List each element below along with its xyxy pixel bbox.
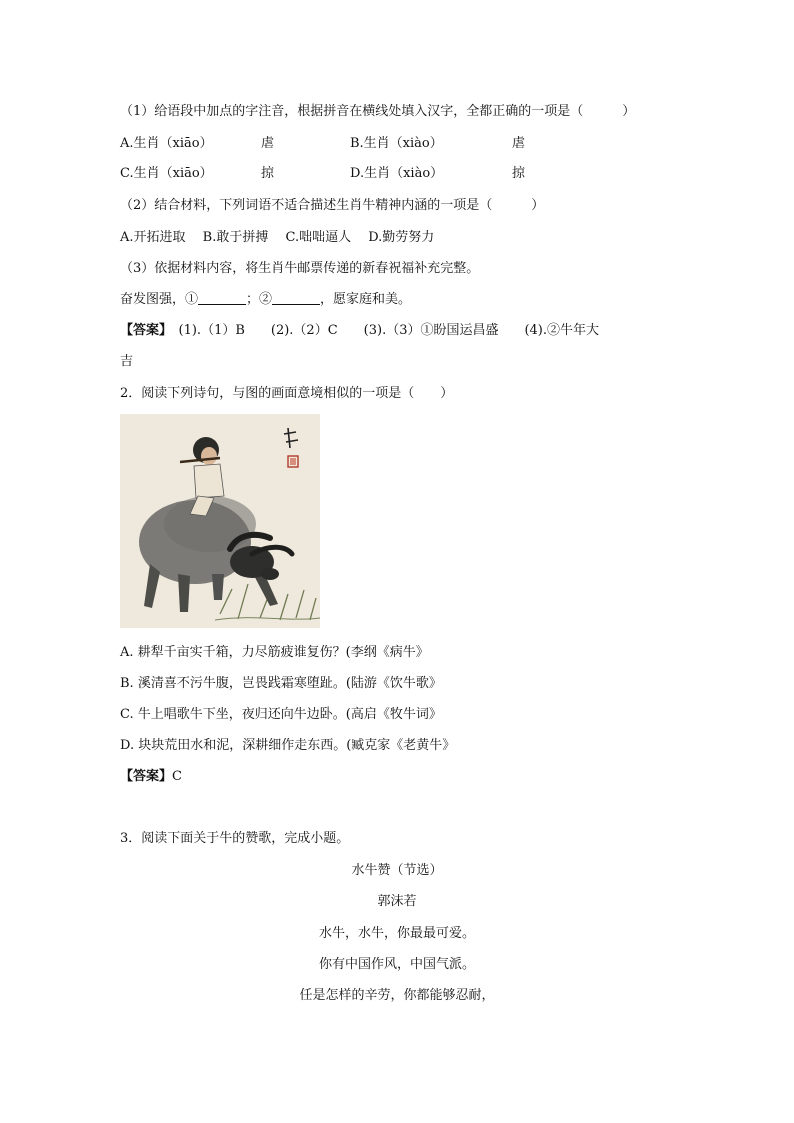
- q1-option-c-label: C.生肖（xiāo）: [120, 166, 213, 181]
- q2-option-c: C. 牛上唱歌牛下坐，夜归还向牛边卧。(高启《牧牛词》: [120, 707, 442, 722]
- q1-sub3: （3）依据材料内容，将生肖牛邮票传递的新春祝福补充完整。: [120, 261, 480, 276]
- poem-author: 郭沫若: [377, 894, 417, 909]
- q1-fill-line: [120, 290, 411, 310]
- poem-line: 任是怎样的辛劳，你都能够忍耐，: [299, 988, 495, 1003]
- q1-answer: [120, 321, 599, 341]
- q2-answer-text: C: [172, 769, 182, 784]
- answer-label: 【答案】: [120, 323, 166, 338]
- q1-option-a-char: 虐: [261, 136, 275, 151]
- q1-option-d-char: 掠: [512, 166, 526, 181]
- q1-sub2-options: A.开拓进取 B.敢于拼搏 C.咄咄逼人 D.勤劳努力: [120, 230, 435, 245]
- q2-stem: 2．阅读下列诗句，与图的画面意境相似的一项是（ ）: [120, 386, 454, 401]
- fill-prefix: 奋发图强，①: [120, 292, 199, 307]
- q1-option-b-label: B.生肖（xiào）: [350, 136, 443, 151]
- q2-option-b: B. 溪清喜不污牛腹，岂畏践霜寒堕趾。(陆游《饮牛歌》: [120, 676, 442, 691]
- q1-answer-cont: 吉: [120, 354, 134, 369]
- q3-stem: 3．阅读下面关于牛的赞歌，完成小题。: [120, 831, 350, 846]
- q2-option-a: A. 耕犁千亩实千箱，力尽筋疲谁复伤？(李纲《病牛》: [120, 645, 429, 660]
- fill-blank-1[interactable]: [198, 290, 246, 305]
- fill-mid: ；②: [246, 292, 273, 307]
- fill-suffix: ，愿家庭和美。: [320, 292, 412, 307]
- q1-sub2: （2）结合材料，下列词语不适合描述生肖牛精神内涵的一项是（ ）: [120, 198, 545, 213]
- boy-on-buffalo-painting: [120, 414, 320, 628]
- answer-text: (1).（1）B (2).（2）C (3).（3）①盼国运昌盛 (4).②牛年大: [165, 323, 600, 338]
- poem-line: 你有中国作风，中国气派。: [318, 957, 475, 972]
- poem-title: 水牛赞（节选）: [351, 863, 443, 878]
- fill-blank-2[interactable]: [272, 290, 320, 305]
- q1-option-d-label: D.生肖（xiào）: [350, 166, 444, 181]
- q2-answer: [120, 767, 182, 787]
- q2-answer-label: 【答案】: [120, 769, 173, 784]
- q1-option-a-label: A.生肖（xiāo）: [120, 136, 213, 151]
- q2-option-d: D. 块块荒田水和泥，深耕细作走东西。(臧克家《老黄牛》: [120, 738, 456, 753]
- q1-option-b-char: 虐: [512, 136, 526, 151]
- q1-sub1: （1）给语段中加点的字注音，根据拼音在横线处填入汉字，全都正确的一项是（ ）: [120, 104, 636, 119]
- poem-line: 水牛，水牛，你最最可爱。: [318, 926, 475, 941]
- q1-option-c-char: 掠: [261, 166, 275, 181]
